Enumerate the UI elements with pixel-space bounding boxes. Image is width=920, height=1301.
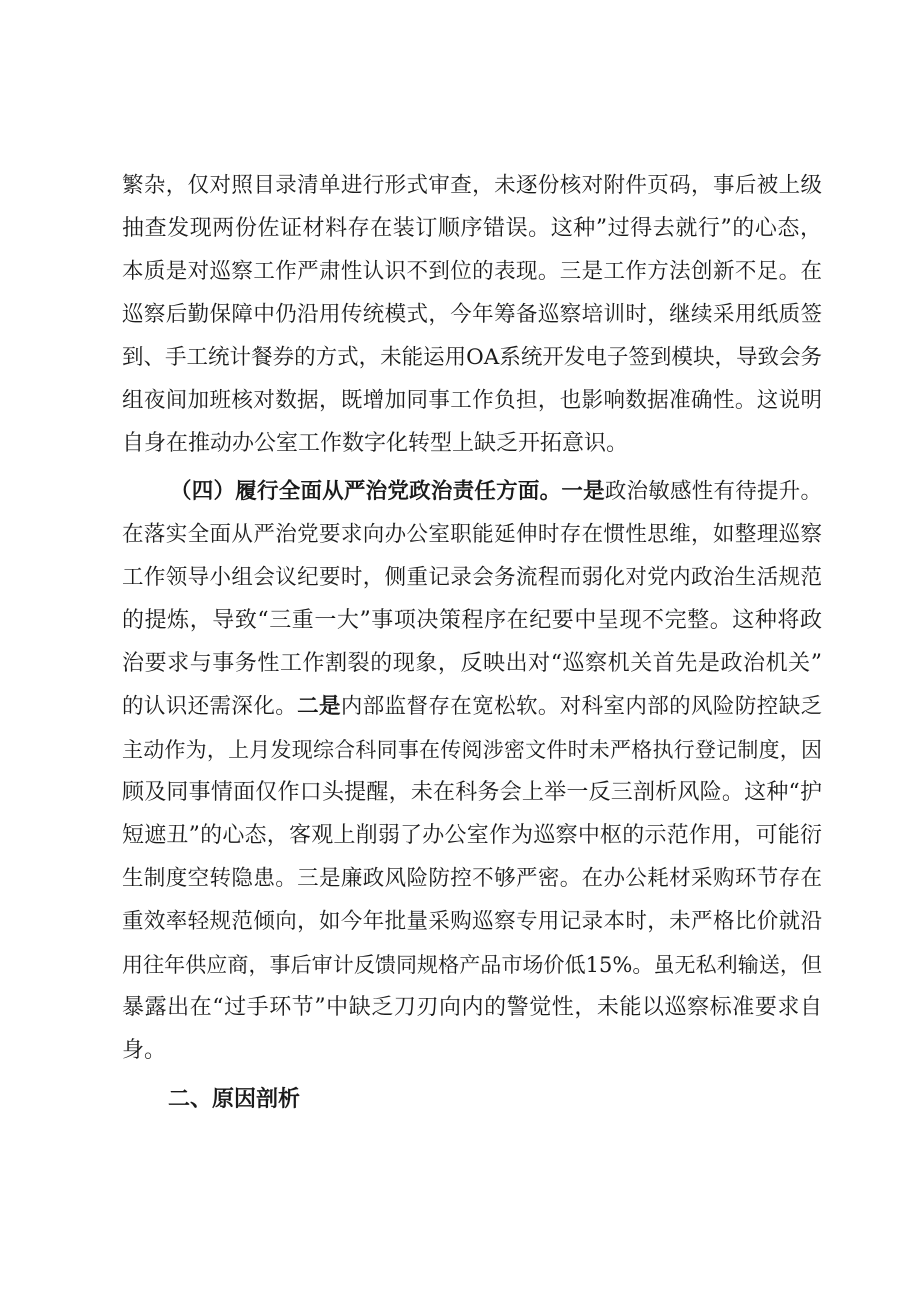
paragraph-line: 顾及同事情面仅作口头提醒，未在科务会上举一反三剖析风险。这种“护 [122, 780, 822, 805]
paragraph-line: 暴露出在“过手环节”中缺乏刀刃向内的警觉性，未能以巡察标准要求自 [122, 995, 822, 1020]
paragraph-line: 重效率轻规范倾向，如今年批量采购巡察专用记录本时，未严格比价就沿 [122, 909, 822, 934]
paragraph-line: 用往年供应商，事后审计反馈同规格产品市场价低15%。虽无私利输送，但 [122, 953, 822, 977]
paragraph-line: 在落实全面从严治党要求向办公室职能延伸时存在惯性思维，如整理巡察 [122, 522, 822, 547]
paragraph-line: 主动作为，上月发现综合科同事在传阅涉密文件时未严格执行登记制度，因 [122, 738, 822, 762]
section-heading: 二、原因剖析 [168, 1086, 301, 1112]
paragraph-line: 身。 [122, 1038, 167, 1063]
paragraph-line: 本质是对巡察工作严肃性认识不到位的表现。三是工作方法创新不足。在 [122, 259, 822, 284]
paragraph-line: 抽查发现两份佐证材料存在装订顺序错误。这种”过得去就行”的心态， [122, 216, 822, 241]
point-marker: 二是 [297, 694, 341, 719]
paragraph-line: 短遮丑”的心态，客观上削弱了办公室作为巡察中枢的示范作用，可能衍 [122, 823, 822, 848]
section-subheading: （四）履行全面从严治党政治责任方面。 [170, 479, 562, 504]
paragraph-text: 政治敏感性有待提升。 [604, 479, 822, 504]
paragraph-line-lead [170, 472, 822, 512]
paragraph-line: 的提炼，导致“三重一大”事项决策程序在纪要中呈现不完整。这种将政 [122, 608, 822, 633]
point-marker: 一是 [561, 479, 605, 504]
paragraph-line: 繁杂，仅对照目录清单进行形式审查，未逐份核对附件页码，事后被上级 [122, 173, 822, 198]
paragraph-line: 生制度空转隐患。三是廉政风险防控不够严密。在办公耗材采购环节存在 [122, 866, 822, 891]
paragraph-line-mixed [122, 687, 822, 727]
paragraph-line: 组夜间加班核对数据，既增加同事工作负担，也影响数据准确性。这说明 [122, 388, 822, 413]
paragraph-text: 的认识还需深化。 [122, 694, 298, 719]
paragraph-text: 内部监督存在宽松软。对科室内部的风险防控缺乏 [340, 694, 822, 719]
paragraph-line: 自身在推动办公室工作数字化转型上缺乏开拓意识。 [122, 431, 629, 456]
paragraph-line: 治要求与事务性工作割裂的现象，反映出对“巡察机关首先是政治机关” [122, 651, 822, 676]
paragraph-line: 巡察后勤保障中仍沿用传统模式，今年筹备巡察培训时，继续采用纸质签 [122, 302, 822, 327]
paragraph-line: 工作领导小组会议纪要时，侧重记录会务流程而弱化对党内政治生活规范 [122, 565, 822, 590]
paragraph-line: 到、手工统计餐券的方式，未能运用OA系统开发电子签到模块，导致会务 [122, 345, 822, 370]
